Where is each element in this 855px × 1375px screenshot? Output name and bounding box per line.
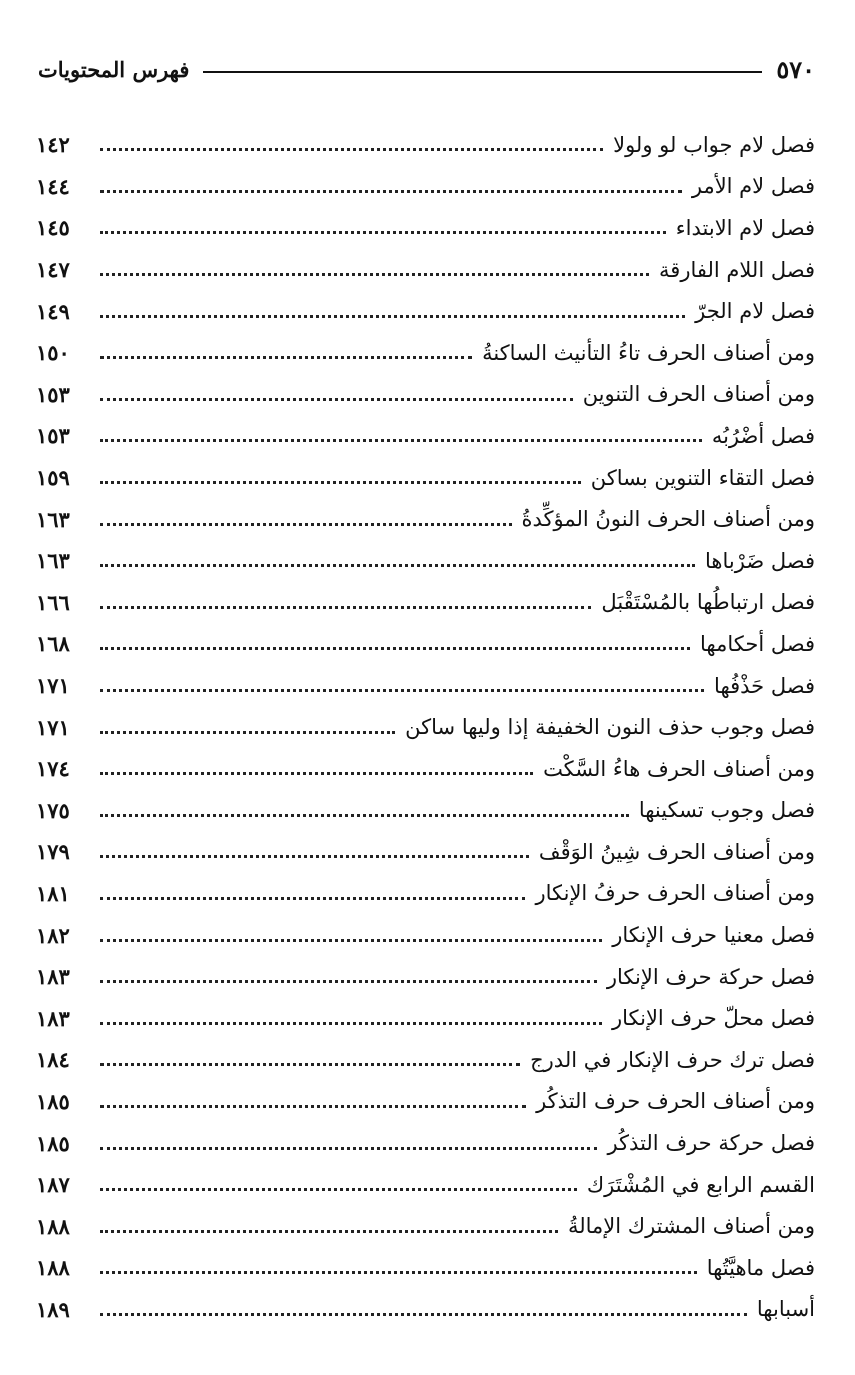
toc-entry <box>36 914 815 956</box>
toc-entry-page: ١٨١ <box>36 880 70 906</box>
toc-entry-title: ومن أصناف الحرف حرف التذكُر <box>536 1089 815 1114</box>
toc-entry <box>36 166 815 208</box>
toc-entry-page: ١٨٣ <box>36 964 70 990</box>
dot-leader <box>100 647 690 650</box>
page-header <box>38 52 815 86</box>
toc-entry-title: ومن أصناف الحرف التنوين <box>582 382 815 407</box>
dot-leader <box>100 1188 577 1191</box>
toc-entry-title: فصل وجوب تسكينها <box>638 798 815 823</box>
toc-entry <box>36 415 815 457</box>
toc-entry-title: ومن أصناف الحرف النونُ المؤكِّدةُ <box>521 507 815 532</box>
header-rule <box>203 71 762 73</box>
toc-entry-title: ومن أصناف الحرف حرفُ الإنكار <box>535 881 815 906</box>
dot-leader <box>100 1147 597 1150</box>
toc-entry-page: ١٤٢ <box>36 132 70 158</box>
toc-entry <box>36 1289 815 1331</box>
toc-entry <box>36 831 815 873</box>
toc-entry-title: فصل حركة حرف الإنكار <box>606 964 815 989</box>
dot-leader <box>100 939 602 942</box>
toc-entry-page: ١٨٤ <box>36 1047 70 1073</box>
toc-entry <box>36 332 815 374</box>
toc-entry-page: ١٧١ <box>36 714 70 740</box>
toc-entry <box>36 124 815 166</box>
toc-entry-title: ومن أصناف الحرف تاءُ التأنيث الساكنةُ <box>482 340 815 365</box>
toc-entry-title: فصل ترك حرف الإنكار في الدرج <box>530 1047 815 1072</box>
dot-leader <box>100 356 472 359</box>
toc-entry <box>36 748 815 790</box>
toc-entry-title: فصل لام جواب لو ولولا <box>613 132 815 157</box>
dot-leader <box>100 980 597 983</box>
dot-leader <box>100 148 603 151</box>
toc-entry-page: ١٨٣ <box>36 1005 70 1031</box>
toc-entry-page: ١٨٧ <box>36 1172 70 1198</box>
toc-entry-page: ١٤٤ <box>36 173 70 199</box>
page-number: ٥٧٠ <box>776 54 815 84</box>
toc-entry-title: ومن أصناف المشترك الإمالةُ <box>567 1214 815 1239</box>
toc-entry-title: القسم الرابع في المُشْتَرَك <box>586 1172 815 1197</box>
toc-entry-title: فصل اللام الفارقة <box>659 257 815 282</box>
toc-entry <box>36 1205 815 1247</box>
toc-entry <box>36 623 815 665</box>
toc-entry-page: ١٧١ <box>36 673 70 699</box>
dot-leader <box>100 273 649 276</box>
toc-entry-title: فصل ارتباطُها بالمُسْتَقْبَل <box>601 590 815 615</box>
running-title: فهرس المحتويات <box>38 56 190 82</box>
toc-entry <box>36 1247 815 1289</box>
dot-leader <box>100 315 685 318</box>
dot-leader <box>100 1105 526 1108</box>
dot-leader <box>100 1271 697 1274</box>
toc-entry-page: ١٨٥ <box>36 1130 70 1156</box>
toc-entry-title: فصل أحكامها <box>700 631 815 656</box>
toc-entry-page: ١٧٩ <box>36 839 70 865</box>
toc-entry <box>36 790 815 832</box>
toc-entry-page: ١٥٠ <box>36 340 70 366</box>
dot-leader <box>100 1313 747 1316</box>
toc-entry-page: ١٨٩ <box>36 1296 70 1322</box>
toc-entry <box>36 1122 815 1164</box>
dot-leader <box>100 855 529 858</box>
dot-leader <box>100 731 395 734</box>
dot-leader <box>100 1063 520 1066</box>
toc-entry-title: فصل حركة حرف التذكُر <box>607 1131 815 1156</box>
dot-leader <box>100 564 695 567</box>
toc-entry <box>36 956 815 998</box>
toc-entry <box>36 873 815 915</box>
toc-entry <box>36 665 815 707</box>
toc-entry <box>36 290 815 332</box>
toc-entry <box>36 207 815 249</box>
toc-entry-page: ١٦٣ <box>36 506 70 532</box>
toc-entry-page: ١٨٢ <box>36 922 70 948</box>
toc-entry <box>36 706 815 748</box>
toc-entry-page: ١٤٩ <box>36 298 70 324</box>
toc-entry-title: فصل لام الجرّ <box>695 299 815 324</box>
dot-leader <box>100 1230 558 1233</box>
toc-entry-title: فصل ماهيَّتُها <box>706 1255 815 1280</box>
toc-entry <box>36 582 815 624</box>
table-of-contents <box>36 124 815 1330</box>
dot-leader <box>100 190 682 193</box>
toc-entry <box>36 498 815 540</box>
toc-entry-page: ١٥٩ <box>36 465 70 491</box>
toc-entry-title: فصل التقاء التنوين بساكن <box>590 465 815 490</box>
toc-entry-page: ١٨٥ <box>36 1088 70 1114</box>
toc-entry-title: فصل ضَرْباها <box>705 548 815 573</box>
toc-entry <box>36 540 815 582</box>
toc-entry-title: ومن أصناف الحرف هاءُ السَّكْت <box>543 756 815 781</box>
toc-entry-title: أسبابها <box>756 1297 815 1322</box>
dot-leader <box>100 814 629 817</box>
toc-entry <box>36 249 815 291</box>
toc-entry-title: فصل لام الابتداء <box>675 215 815 240</box>
toc-entry-title: فصل لام الأمر <box>691 174 815 199</box>
toc-entry-title: فصل حَذْفُها <box>714 673 815 698</box>
dot-leader <box>100 689 704 692</box>
dot-leader <box>100 481 581 484</box>
toc-entry <box>36 1081 815 1123</box>
toc-entry-page: ١٦٨ <box>36 631 70 657</box>
dot-leader <box>100 231 666 234</box>
dot-leader <box>100 897 525 900</box>
dot-leader <box>100 772 533 775</box>
toc-entry-page: ١٦٦ <box>36 589 70 615</box>
toc-entry-title: فصل أضْرُبُه <box>711 423 815 448</box>
toc-entry-page: ١٨٨ <box>36 1213 70 1239</box>
dot-leader <box>100 398 573 401</box>
dot-leader <box>100 523 512 526</box>
dot-leader <box>100 1022 602 1025</box>
toc-entry-page: ١٦٣ <box>36 548 70 574</box>
toc-entry <box>36 1039 815 1081</box>
toc-entry-page: ١٧٤ <box>36 756 70 782</box>
toc-entry-page: ١٤٥ <box>36 215 70 241</box>
toc-entry <box>36 374 815 416</box>
toc-entry <box>36 457 815 499</box>
toc-entry <box>36 997 815 1039</box>
toc-entry-title: ومن أصناف الحرف شِينُ الوَقْف <box>538 839 815 864</box>
toc-entry <box>36 1164 815 1206</box>
toc-entry-page: ١٥٣ <box>36 381 70 407</box>
toc-entry-title: فصل معنيا حرف الإنكار <box>612 923 815 948</box>
toc-entry-title: فصل وجوب حذف النون الخفيفة إذا وليها ساكن <box>405 715 815 740</box>
toc-entry-page: ١٥٣ <box>36 423 70 449</box>
toc-entry-page: ١٤٧ <box>36 257 70 283</box>
dot-leader <box>100 606 591 609</box>
dot-leader <box>100 439 702 442</box>
toc-entry-page: ١٨٨ <box>36 1255 70 1281</box>
toc-entry-title: فصل محلّ حرف الإنكار <box>611 1006 815 1031</box>
toc-entry-page: ١٧٥ <box>36 797 70 823</box>
